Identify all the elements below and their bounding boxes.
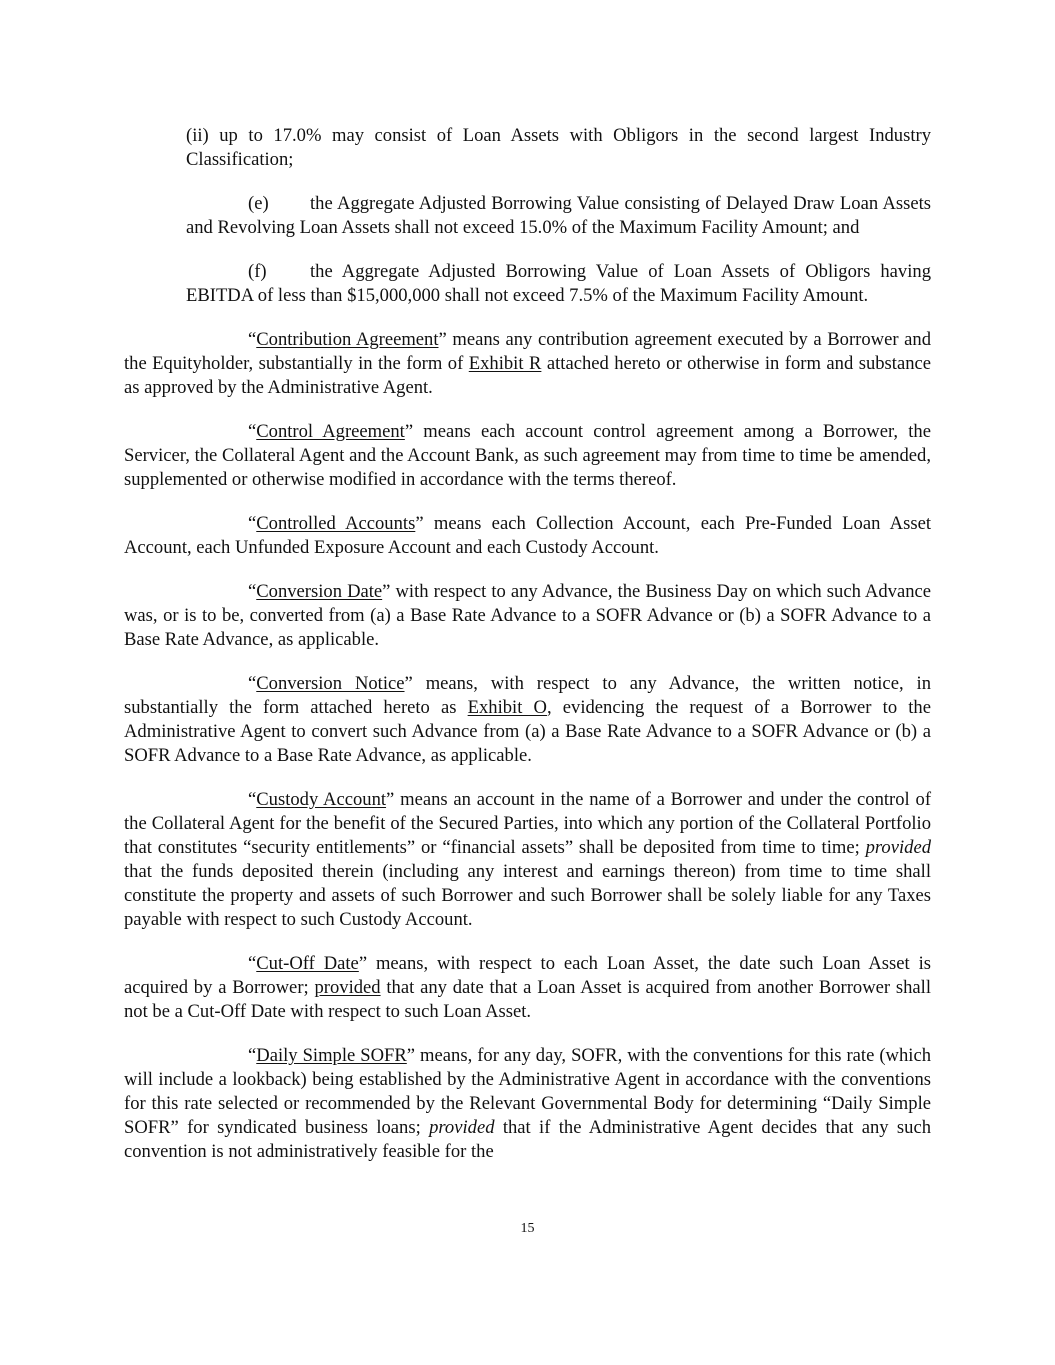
body-text: the Aggregate Adjusted Borrowing Value consisting of Delayed Draw Loan Assets and Revolving Loan Assets shall not exceed 15.0% of the Maximum Facility Amount; and: [186, 193, 931, 238]
body-text: “: [248, 789, 257, 810]
body-text: the Aggregate Adjusted Borrowing Value of Loan Assets of Obligors having EBITDA of less than $15,000,000 shall not exceed 7.5% of the Maximum Facility Amount.: [186, 261, 931, 306]
defined-term: Daily Simple SOFR: [256, 1045, 407, 1066]
clause-paragraph: [124, 192, 931, 240]
body-text: “: [248, 1045, 257, 1066]
definition-paragraph: [124, 788, 931, 932]
definition-paragraph: [124, 952, 931, 1024]
defined-term: Controlled Accounts: [256, 513, 416, 534]
defined-term: Conversion Date: [256, 581, 383, 602]
body-text: “: [248, 329, 257, 350]
definition-paragraph: [124, 672, 931, 768]
emphasis-text: provided: [429, 1117, 495, 1138]
defined-term: Cut-Off Date: [256, 953, 359, 974]
body-text: that if the Administrative Agent decides that any such convention is not administratively feasible for the: [124, 1117, 931, 1162]
body-text: attached hereto or otherwise in form and substance as approved by the Administrative Agent.: [124, 353, 932, 398]
defined-term: Exhibit O: [467, 697, 547, 718]
definition-paragraph: [124, 420, 931, 492]
body-text: ” means any contribution agreement executed by a Borrower and the Equityholder, substantially in the form of: [124, 329, 931, 374]
body-text: “: [248, 421, 257, 442]
clause-label: (e): [248, 193, 269, 214]
emphasis-text: provided: [865, 837, 931, 858]
list-paragraph: [124, 124, 931, 172]
defined-term: Conversion Notice: [256, 673, 405, 694]
defined-term: Exhibit R: [468, 353, 542, 374]
body-text: “: [248, 673, 257, 694]
document-page-body: [124, 124, 931, 1184]
definition-paragraph: [124, 1044, 931, 1164]
body-text: ” means, with respect to each Loan Asset, the date such Loan Asset is acquired by a Borrower;: [124, 953, 932, 998]
body-text: that the funds deposited therein (including any interest and earnings thereon) from time to time shall constitute the property and assets of such Borrower and such Borrower shall be solely liable for any Taxes payable with respect to such Custody Account.: [124, 861, 931, 930]
body-text: that any date that a Loan Asset is acquired from another Borrower shall not be a Cut-Off Date with respect to such Loan Asset.: [124, 977, 931, 1022]
definition-paragraph: [124, 512, 931, 560]
body-text: (ii) up to 17.0% may consist of Loan Assets with Obligors in the second largest Industry Classification;: [186, 125, 931, 170]
body-text: ” means, for any day, SOFR, with the conventions for this rate (which will include a lookback) being established by the Administrative Agent in accordance with the conventions for this rate selected or recommended by the Relevant Governmental Body for determining “Daily Simple SOFR” for syndicated business loans;: [124, 1045, 931, 1138]
body-text: ” means each account control agreement among a Borrower, the Servicer, the Collateral Agent and the Account Bank, as such agreement may from time to time be amended, supplemented or otherwise modified in accordance with the terms thereof.: [124, 421, 931, 490]
body-text: ” means an account in the name of a Borrower and under the control of the Collateral Agent for the benefit of the Secured Parties, into which any portion of the Collateral Portfolio that constitutes “security entitlements” or “financial assets” shall be deposited from time to time;: [124, 789, 932, 858]
clause-label: (f): [248, 261, 267, 282]
defined-term: provided: [314, 977, 381, 998]
body-text: ” means, with respect to any Advance, the written notice, in substantially the form attached hereto as: [124, 673, 931, 718]
definition-paragraph: [124, 580, 931, 652]
page-number: 15: [520, 1221, 535, 1236]
clause-paragraph: [124, 260, 931, 308]
body-text: “: [248, 953, 257, 974]
defined-term: Custody Account: [256, 789, 387, 810]
body-text: “: [248, 513, 257, 534]
defined-term: Contribution Agreement: [256, 329, 439, 350]
body-text: ” means each Collection Account, each Pre-Funded Loan Asset Account, each Unfunded Exposure Account and each Custody Account.: [124, 513, 931, 558]
definition-paragraph: [124, 328, 931, 400]
body-text: “: [248, 581, 257, 602]
body-text: ” with respect to any Advance, the Business Day on which such Advance was, or is to be, converted from (a) a Base Rate Advance to a SOFR Advance or (b) a SOFR Advance to a Base Rate Advance, as applicable.: [124, 581, 931, 650]
defined-term: Control Agreement: [256, 421, 405, 442]
body-text: , evidencing the request of a Borrower to the Administrative Agent to convert such Advance from (a) a Base Rate Advance to a SOFR Advance or (b) a SOFR Advance to a Base Rate Advance, as applicable.: [124, 697, 931, 766]
